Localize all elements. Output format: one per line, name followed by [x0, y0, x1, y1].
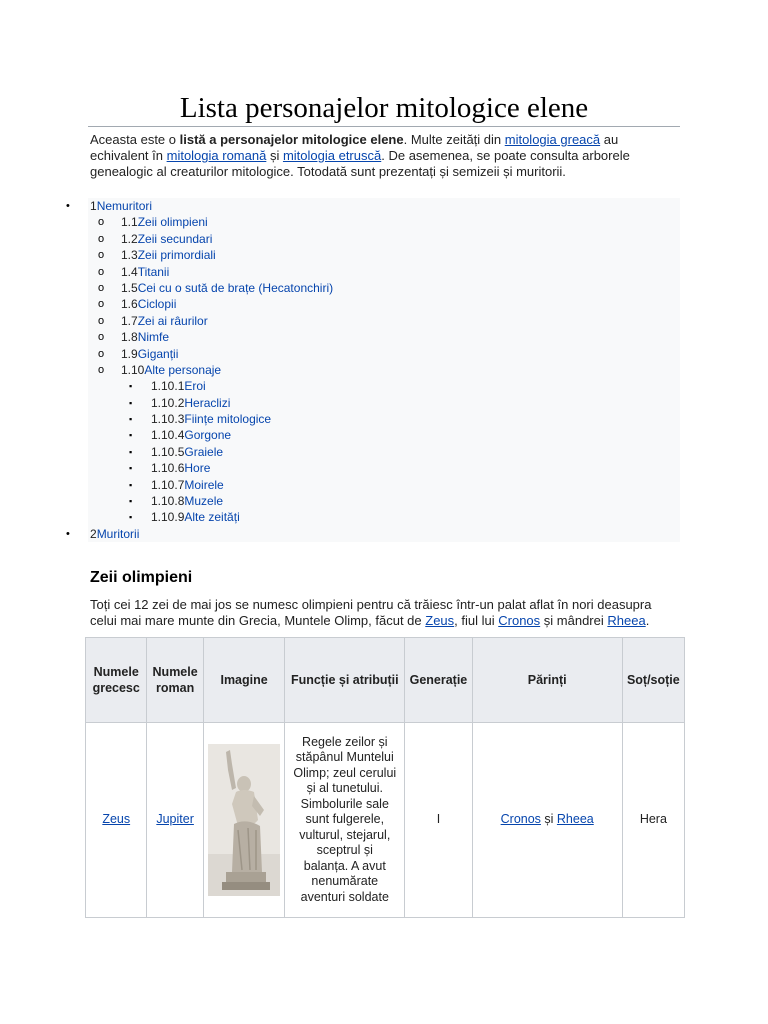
toc-number: 1.10.8	[151, 494, 185, 509]
toc-bullet: ▪	[129, 397, 133, 408]
toc-item[interactable]	[88, 411, 680, 427]
toc-number: 1.2	[121, 231, 138, 246]
toc-label	[121, 231, 212, 247]
link-cronos[interactable]: Cronos	[498, 613, 541, 628]
toc-number: 1.10.7	[151, 477, 185, 492]
toc-item[interactable]	[66, 198, 680, 214]
toc-label	[121, 313, 208, 329]
toc-number: 2	[90, 526, 97, 541]
toc-label	[90, 198, 152, 214]
toc-number: 1.6	[121, 297, 138, 312]
toc-link[interactable]: Ființe mitologice	[184, 412, 272, 427]
toc-bullet: o	[98, 331, 105, 344]
toc-bullet: o	[98, 249, 105, 262]
toc-link[interactable]: Nimfe	[137, 330, 170, 345]
header-function: Funcție și atribuții	[285, 638, 405, 723]
header-spouse: Soț/soție	[622, 638, 684, 723]
intro-text-3: au echivalent în	[90, 132, 619, 163]
toc-label	[151, 460, 210, 476]
toc-item[interactable]	[88, 214, 680, 230]
toc-link[interactable]: Hore	[184, 461, 211, 476]
link-jupiter[interactable]: Jupiter	[156, 812, 194, 827]
intro-paragraph	[90, 132, 680, 180]
table-of-contents	[66, 198, 680, 542]
toc-link[interactable]: Ciclopii	[137, 297, 177, 312]
toc-label	[121, 329, 169, 345]
section-paragraph	[90, 597, 680, 629]
toc-link[interactable]: Nemuritori	[96, 199, 153, 213]
toc-bullet: o	[98, 347, 105, 360]
toc-number: 1.10	[121, 362, 145, 377]
link-rheea[interactable]: Rheea	[607, 613, 646, 628]
toc-link[interactable]: Muzele	[184, 494, 224, 509]
toc-item[interactable]	[88, 247, 680, 263]
toc-number: 1.10.5	[151, 444, 185, 459]
toc-link[interactable]: Graiele	[184, 444, 224, 459]
header-image: Imagine	[203, 638, 285, 723]
toc-link[interactable]: Eroi	[184, 379, 206, 394]
page-title: Lista personajelor mitologice elene	[179, 92, 589, 124]
intro-text-4: și	[266, 148, 283, 163]
toc-label	[121, 346, 178, 362]
zeus-statue-image[interactable]	[208, 744, 280, 896]
toc-bullet: ▪	[129, 446, 133, 457]
cell-generation: I	[405, 723, 472, 918]
link-cronos-cell[interactable]: Cronos	[500, 812, 541, 827]
toc-number: 1	[90, 199, 97, 213]
toc-bullet: ▪	[129, 414, 133, 425]
toc-item[interactable]	[66, 526, 680, 542]
toc-link[interactable]: Gorgone	[184, 428, 232, 443]
toc-label	[121, 296, 176, 312]
toc-label	[151, 477, 224, 493]
cell-spouse: Hera	[622, 723, 684, 918]
toc-label	[121, 264, 169, 280]
toc-bullet: ▪	[129, 496, 133, 507]
toc-number: 1.7	[121, 313, 138, 328]
section-text-3: și mândrei	[540, 613, 608, 628]
toc-bullet: o	[98, 281, 105, 294]
toc-bullet: •	[66, 200, 70, 212]
toc-number: 1.10.4	[151, 428, 185, 443]
toc-bullet: o	[98, 314, 105, 327]
toc-item[interactable]	[88, 280, 680, 296]
toc-item[interactable]	[88, 477, 680, 493]
toc-link[interactable]: Alte zeități	[184, 510, 240, 525]
toc-label	[151, 411, 271, 427]
cell-parents	[472, 723, 622, 918]
header-generation: Generație	[405, 638, 472, 723]
toc-bullet: ▪	[129, 512, 133, 523]
toc-label	[151, 395, 230, 411]
toc-number: 1.3	[121, 248, 138, 263]
toc-label	[151, 509, 240, 525]
parents-separator: și	[540, 812, 557, 827]
toc-item[interactable]	[88, 493, 680, 509]
toc-bullet: o	[98, 298, 105, 311]
toc-bullet: o	[98, 232, 105, 245]
header-greek-name: Numele grecesc	[86, 638, 147, 723]
toc-label	[90, 526, 139, 542]
section-heading: Zeii olimpieni	[90, 569, 193, 586]
toc-label	[121, 362, 221, 378]
table-row	[86, 723, 685, 918]
section-text-1: Toți cei 12 zei de mai jos se numesc olimpieni pentru că trăiesc într-un palat aflat în nori deasupra celui mai mare munte din Grecia, Muntele Olimp, făcut de	[90, 597, 652, 628]
toc-item[interactable]	[88, 460, 680, 476]
toc-number: 1.8	[121, 330, 138, 345]
toc-label	[151, 427, 231, 443]
toc-item[interactable]	[88, 427, 680, 443]
toc-number: 1.10.1	[151, 379, 185, 394]
toc-link[interactable]: Zeii primordiali	[137, 248, 216, 263]
toc-label	[151, 444, 223, 460]
link-zeus-cell[interactable]: Zeus	[102, 812, 131, 827]
toc-item[interactable]	[88, 264, 680, 280]
toc-number: 1.10.9	[151, 510, 185, 525]
header-roman-name: Numele roman	[147, 638, 203, 723]
toc-item[interactable]	[88, 509, 680, 525]
toc-label	[121, 214, 208, 230]
toc-link[interactable]: Alte personaje	[144, 362, 222, 377]
title-divider	[88, 126, 680, 127]
link-mitologia-etrusca[interactable]: mitologia etruscă	[282, 148, 382, 163]
link-rheea-cell[interactable]: Rheea	[556, 812, 594, 827]
toc-link[interactable]: Heraclizi	[184, 395, 231, 410]
toc-label	[151, 378, 206, 394]
toc-bullet: •	[66, 527, 70, 540]
toc-bullet: ▪	[129, 430, 133, 441]
toc-link[interactable]: Zei ai râurilor	[137, 313, 208, 328]
toc-label	[121, 280, 333, 296]
toc-link[interactable]: Cei cu o sută de brațe (Hecatonchiri)	[137, 280, 334, 295]
cell-image	[203, 723, 285, 918]
cell-roman-name	[147, 723, 203, 918]
table-header-row	[86, 638, 685, 723]
toc-link[interactable]: Zeii olimpieni	[137, 215, 208, 230]
toc-item[interactable]	[88, 346, 680, 362]
toc-item[interactable]	[88, 362, 680, 378]
olympian-gods-table	[85, 637, 685, 918]
toc-bullet: ▪	[129, 479, 133, 490]
toc-bullet: ▪	[129, 381, 133, 392]
toc-item[interactable]	[88, 329, 680, 345]
intro-text-2: . Multe zeități din	[403, 132, 505, 147]
header-parents: Părinți	[472, 638, 622, 723]
toc-item[interactable]	[88, 296, 680, 312]
cell-greek-name	[86, 723, 147, 918]
cell-function: Regele zeilor și stăpânul Muntelui Olimp; zeul cerului și al tunetului. Simbolurile sale sunt fulgerele, vulturul, stejarul, sceptrul și balanța. A avut nenumărate aventuri soldate	[285, 723, 405, 918]
toc-bullet: o	[98, 363, 105, 376]
section-text-4: .	[645, 613, 650, 628]
link-zeus[interactable]: Zeus	[425, 613, 455, 628]
toc-bullet: ▪	[129, 463, 133, 474]
toc-label	[121, 247, 216, 263]
toc-bullet: o	[98, 265, 105, 278]
toc-item[interactable]	[88, 231, 680, 247]
toc-number: 1.10.2	[151, 395, 185, 410]
toc-item[interactable]	[88, 313, 680, 329]
toc-link[interactable]: Muritorii	[96, 526, 140, 541]
toc-bullet: o	[98, 216, 105, 229]
link-mitologia-romana[interactable]: mitologia romană	[166, 148, 267, 163]
toc-item[interactable]	[88, 378, 680, 394]
toc-number: 1.9	[121, 346, 138, 361]
toc-item[interactable]	[88, 395, 680, 411]
toc-number: 1.10.3	[151, 412, 185, 427]
toc-link[interactable]: Zeii secundari	[137, 231, 213, 246]
toc-item[interactable]	[88, 444, 680, 460]
toc-link[interactable]: Giganții	[137, 346, 179, 361]
toc-number: 1.1	[121, 215, 138, 230]
section-text-2: , fiul lui	[454, 613, 499, 628]
intro-bold: listă a personajelor mitologice elene	[179, 132, 404, 147]
intro-text-1: Aceasta este o	[90, 132, 180, 147]
link-mitologia-greaca[interactable]: mitologia greacă	[504, 132, 601, 147]
toc-number: 1.10.6	[151, 461, 185, 476]
intro-text-5: . De asemenea, se poate consulta arborele genealogic al creaturilor mitologice. Totodată sunt prezentați și semizeii și muritorii.	[90, 148, 630, 179]
toc-link[interactable]: Titanii	[137, 264, 170, 279]
toc-number: 1.5	[121, 280, 138, 295]
toc-number: 1.4	[121, 264, 138, 279]
toc-label	[151, 493, 223, 509]
toc-link[interactable]: Moirele	[184, 477, 224, 492]
